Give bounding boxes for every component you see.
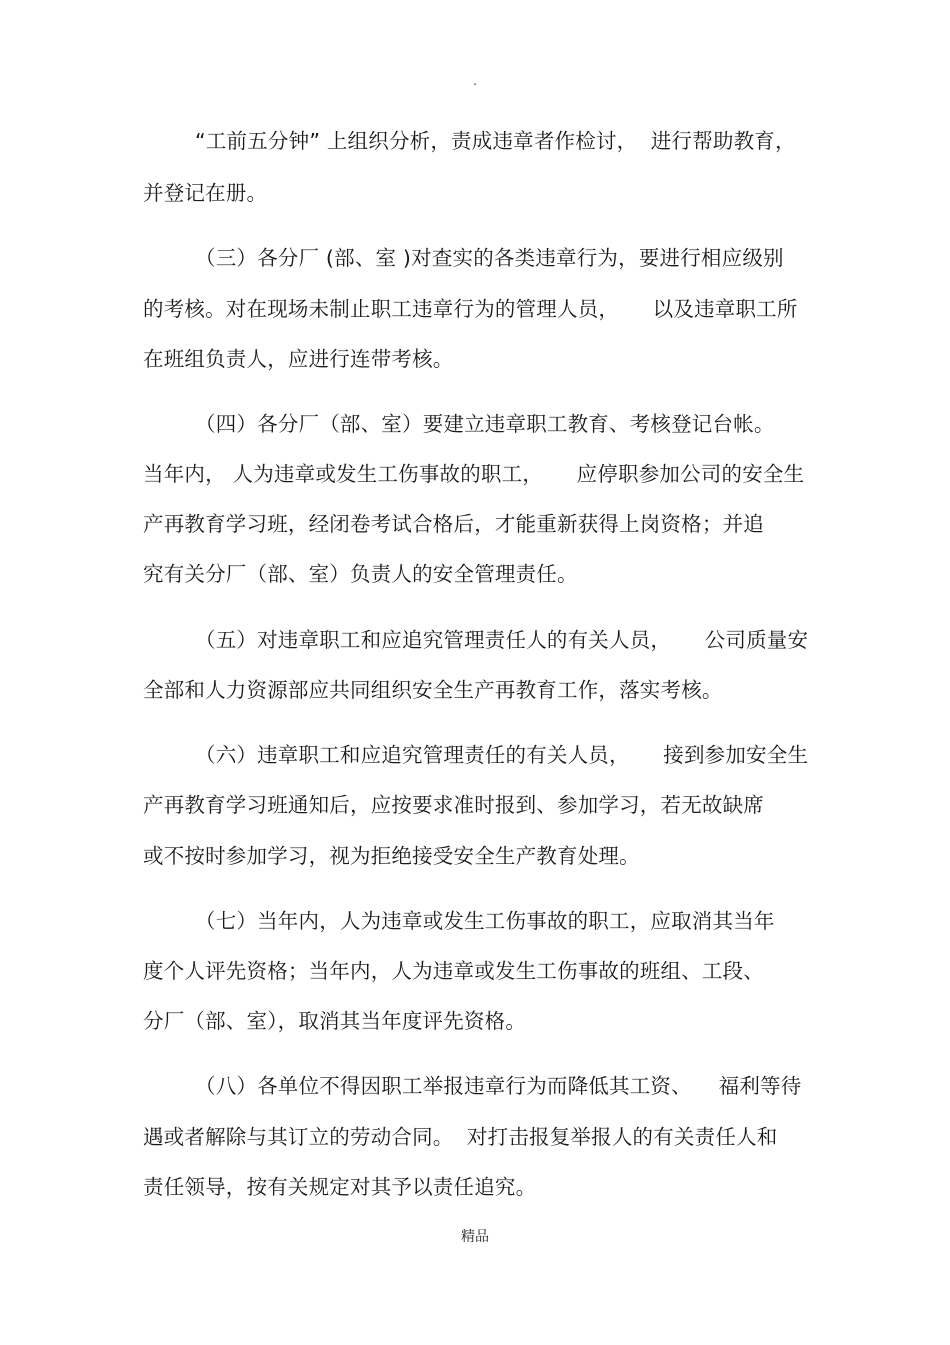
text-line: 的考核。对在现场未制止职工违章行为的管理人员， 以及违章职工所	[143, 297, 798, 321]
footer-label: 精品	[461, 1229, 489, 1245]
text-line: 或不按时参加学习，视为拒绝接受安全生产教育处理。	[143, 844, 640, 868]
text-line: 并登记在册。	[143, 181, 268, 205]
text-line: 产再教育学习班通知后，应按要求准时报到、参加学习，若无故缺席	[143, 793, 764, 817]
text-line: 分厂（部、室），取消其当年度评先资格。	[143, 1009, 527, 1033]
text-line: 全部和人力资源部应共同组织安全生产再教育工作，落实考核。	[143, 678, 723, 702]
text-line: “工前五分钟” 上组织分析，责成违章者作检讨， 进行帮助教育，	[195, 129, 796, 153]
text-line: 产再教育学习班，经闭卷考试合格后，才能重新获得上岗资格；并追	[143, 512, 764, 536]
text-line: 究有关分厂（部、室）负责人的安全管理责任。	[143, 562, 578, 586]
text-line: （四）各分厂（部、室）要建立违章职工教育、考核登记台帐。	[195, 412, 775, 436]
text-line: （三）各分厂 (部、室 )对查实的各类违章行为，要进行相应级别	[195, 246, 784, 270]
header-mark: .	[473, 74, 477, 88]
text-line: 遇或者解除与其订立的劳动合同。 对打击报复举报人的有关责任人和	[143, 1125, 778, 1149]
text-line: （七）当年内，人为违章或发生工伤事故的职工，应取消其当年	[195, 909, 775, 933]
text-line: 度个人评先资格；当年内，人为违章或发生工伤事故的班组、工段、	[143, 959, 764, 983]
text-line: 在班组负责人，应进行连带考核。	[143, 347, 454, 371]
text-line: 当年内， 人为违章或发生工伤事故的职工， 应停职参加公司的安全生	[143, 462, 805, 486]
text-line: （八）各单位不得因职工举报违章行为而降低其工资、 福利等待	[195, 1074, 802, 1098]
text-line: （六）违章职工和应追究管理责任的有关人员， 接到参加安全生	[195, 743, 809, 767]
text-line: 责任领导，按有关规定对其予以责任追究。	[143, 1175, 537, 1199]
text-line: （五）对违章职工和应追究管理责任人的有关人员， 公司质量安	[195, 628, 809, 652]
